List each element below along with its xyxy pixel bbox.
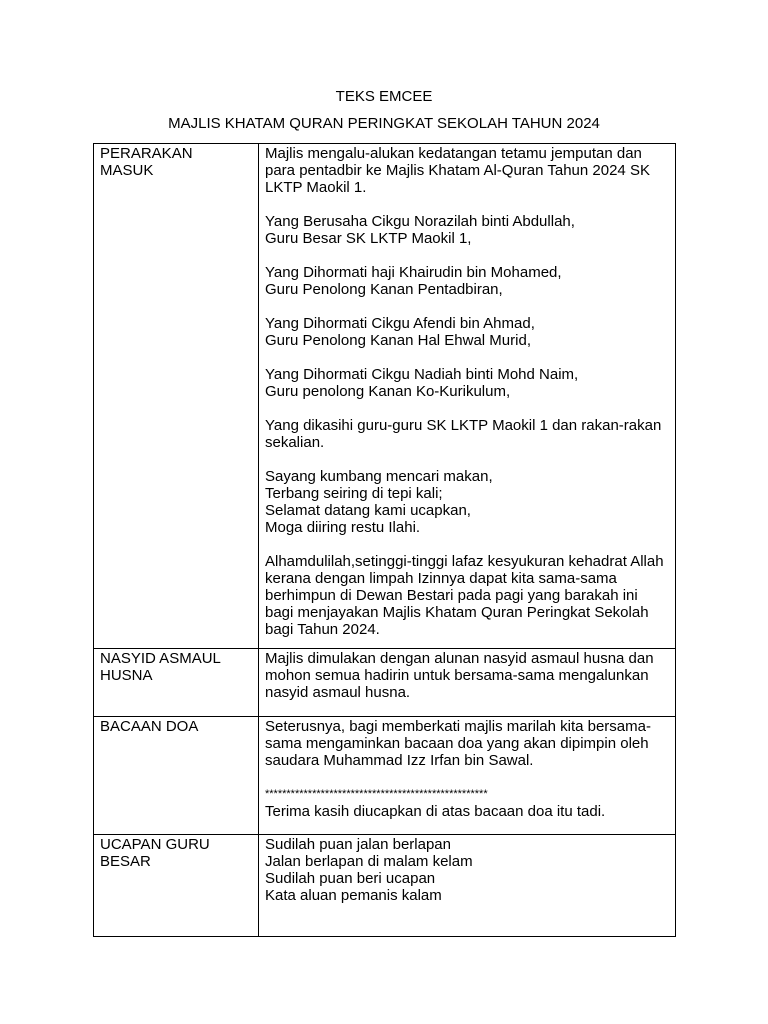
document-title: TEKS EMCEE: [335, 88, 433, 105]
emcee-script-table: [93, 143, 676, 937]
paragraph: Seterusnya, bagi memberkati majlis marilah kita bersama-sama mengaminkan bacaan doa yang akan dipimpin oleh saudara Muhammad Izz Irfan bin Sawal.: [265, 718, 651, 769]
pantun-verse: Sudilah puan jalan berlapan Jalan berlapan di malam kelam Sudilah puan beri ucapan Kata aluan pemanis kalam: [265, 836, 473, 904]
section-label-perarakan-masuk: PERARAKAN MASUK: [94, 144, 259, 649]
section-content-nasyid-asmaul-husna: [259, 649, 676, 717]
section-content-ucapan-guru-besar: [259, 835, 676, 937]
paragraph: Alhamdulilah,setinggi-tinggi lafaz kesyukuran kehadrat Allah kerana dengan limpah Izinnya dapat kita sama-sama berhimpun di Dewan Bestari pada pagi yang barakah ini bagi menjayakan Majlis Khatam Quran Peringkat Sekolah bagi Tahun 2024.: [265, 553, 664, 638]
paragraph: Majlis mengalu-alukan kedatangan tetamu jemputan dan para pentadbir ke Majlis Khatam Al-Quran Tahun 2024 SK LKTP Maokil 1.: [265, 145, 650, 196]
separator-stars: ****************************************************: [265, 788, 488, 800]
paragraph: Yang dikasihi guru-guru SK LKTP Maokil 1 dan rakan-rakan sekalian.: [265, 417, 662, 451]
paragraph: Terima kasih diucapkan di atas bacaan doa itu tadi.: [265, 803, 606, 820]
section-content-bacaan-doa: [259, 717, 676, 835]
section-label-nasyid-asmaul-husna: NASYID ASMAUL HUSNA: [94, 649, 259, 717]
paragraph: Yang Dihormati Cikgu Afendi bin Ahmad, Guru Penolong Kanan Hal Ehwal Murid,: [265, 315, 535, 349]
pantun-verse: Sayang kumbang mencari makan, Terbang seiring di tepi kali; Selamat datang kami ucapkan, Moga diiring restu Ilahi.: [265, 468, 493, 536]
section-content-perarakan-masuk: [259, 144, 676, 649]
section-label-ucapan-guru-besar: UCAPAN GURU BESAR: [94, 835, 259, 937]
table-row: [94, 144, 676, 649]
section-label-bacaan-doa: BACAAN DOA: [94, 717, 259, 835]
table-row: [94, 835, 676, 937]
table-row: [94, 649, 676, 717]
paragraph: Yang Dihormati haji Khairudin bin Mohamed, Guru Penolong Kanan Pentadbiran,: [265, 264, 562, 298]
paragraph: Yang Berusaha Cikgu Norazilah binti Abdullah, Guru Besar SK LKTP Maokil 1,: [265, 213, 575, 247]
document-subtitle: MAJLIS KHATAM QURAN PERINGKAT SEKOLAH TAHUN 2024: [168, 115, 600, 132]
table-row: [94, 717, 676, 835]
paragraph: Majlis dimulakan dengan alunan nasyid asmaul husna dan mohon semua hadirin untuk bersama-sama mengalunkan nasyid asmaul husna.: [265, 650, 654, 701]
paragraph: Yang Dihormati Cikgu Nadiah binti Mohd Naim, Guru penolong Kanan Ko-Kurikulum,: [265, 366, 579, 400]
